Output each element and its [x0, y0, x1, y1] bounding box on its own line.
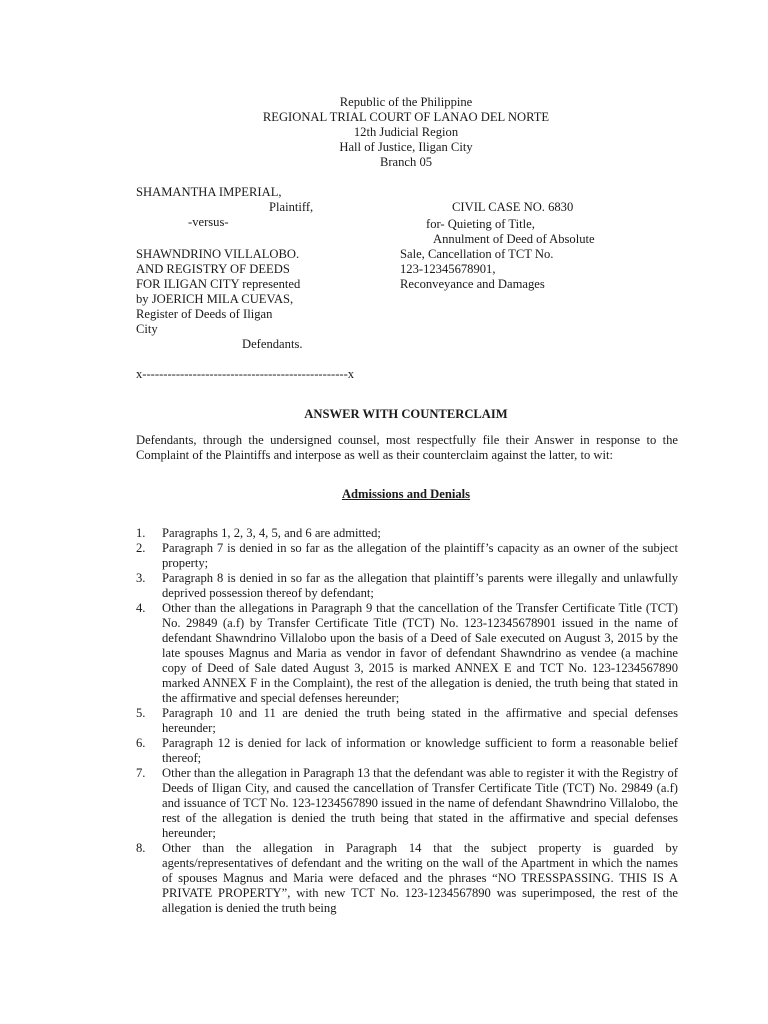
admissions-list	[136, 526, 678, 916]
case-nature-5: Reconveyance and Damages	[400, 277, 545, 291]
list-item: 4. Other than the allegations in Paragraph 9 that the cancellation of the Transfer Certificate Title (TCT) No. 29849 (a.f) by Transfer Certificate Title (TCT) No. 123-12345678901 issued in the name of defendant Shawndrino Villalobo upon the basis of a Deed of Sale executed on August 3, 2015 by the late spouses Magnus and Maria as vendor in favor of defendant Shawndrino as vendee (a machine copy of Deed of Sale dated August 3, 2015 is marked ANNEX E and TCT No. 123-1234567890 marked ANNEX F in the Complaint), the rest of the allegation is denied, the truth being that stated in the affirmative and special defenses hereunder;	[136, 601, 678, 705]
intro-paragraph: Defendants, through the undersigned counsel, most respectfully file their Answer in response to the Complaint of the Plaintiffs and interpose as well as their counterclaim against the latter, to wit:	[136, 433, 678, 462]
defendant-line-2: AND REGISTRY OF DEEDS	[136, 262, 290, 276]
header-hall: Hall of Justice, Iligan City	[339, 140, 473, 154]
header-republic: Republic of the Philippine	[339, 95, 473, 109]
case-nature-4: 123-12345678901,	[400, 262, 496, 276]
list-item: 5. Paragraph 10 and 11 are denied the truth being stated in the affirmative and special defenses hereunder;	[136, 706, 678, 735]
defendant-line-3: FOR ILIGAN CITY represented	[136, 277, 301, 291]
header-region: 12th Judicial Region	[353, 125, 459, 139]
case-number: CIVIL CASE NO. 6830	[452, 200, 574, 214]
defendant-line-1: SHAWNDRINO VILLALOBO.	[136, 247, 300, 261]
list-item: 3. Paragraph 8 is denied in so far as the allegation that plaintiff’s parents were illegally and unlawfully deprived possession thereof by defendant;	[136, 571, 678, 600]
case-nature-1: for- Quieting of Title,	[426, 217, 535, 231]
list-item: 1. Paragraphs 1, 2, 3, 4, 5, and 6 are admitted;	[136, 526, 381, 540]
plaintiff-label: Plaintiff,	[269, 200, 314, 214]
list-item: 8. Other than the allegation in Paragraph 14 that the subject property is guarded by agents/representatives of defendant and the writing on the wall of the Apartment in which the names of spouses Magnus and Maria were defaced and the phrases “NO TRESSPASSING. THIS IS A PRIVATE PROPERTY”, with new TCT No. 123-1234567890 was superimposed, the rest of the allegation is denied the truth being	[136, 841, 678, 915]
case-nature-3: Sale, Cancellation of TCT No.	[400, 247, 554, 261]
section-heading: Admissions and Denials	[341, 487, 471, 501]
court-header	[0, 95, 768, 170]
header-court: REGIONAL TRIAL COURT OF LANAO DEL NORTE	[262, 110, 550, 124]
plaintiff-name: SHAMANTHA IMPERIAL,	[136, 185, 282, 199]
caption-separator: x-------------------------------------------------x	[136, 367, 355, 381]
list-item: 2. Paragraph 7 is denied in so far as the allegation of the plaintiff’s capacity as an owner of the subject property;	[136, 541, 678, 570]
defendants-label: Defendants.	[242, 337, 303, 351]
defendant-line-4: by JOERICH MILA CUEVAS,	[136, 292, 294, 306]
list-item: 7. Other than the allegation in Paragraph 13 that the defendant was able to register it with the Registry of Deeds of Iligan City, and caused the cancellation of Transfer Certificate Title (TCT) No. 29849 (a.f) and issuance of TCT No. 123-1234567890 issued in the name of defendant Shawndrino Villalobo, the rest of the allegation is denied the truth being that stated in the affirmative and special defenses hereunder;	[136, 766, 678, 840]
defendant-line-5: Register of Deeds of Iligan	[136, 307, 273, 321]
document-title: ANSWER WITH COUNTERCLAIM	[304, 407, 508, 421]
versus-label: -versus-	[188, 215, 229, 229]
list-item: 6. Paragraph 12 is denied for lack of information or knowledge sufficient to form a reasonable belief thereof;	[136, 736, 678, 765]
defendant-line-6: City	[136, 322, 158, 336]
header-branch: Branch 05	[379, 155, 433, 169]
case-nature-2: Annulment of Deed of Absolute	[433, 232, 595, 246]
